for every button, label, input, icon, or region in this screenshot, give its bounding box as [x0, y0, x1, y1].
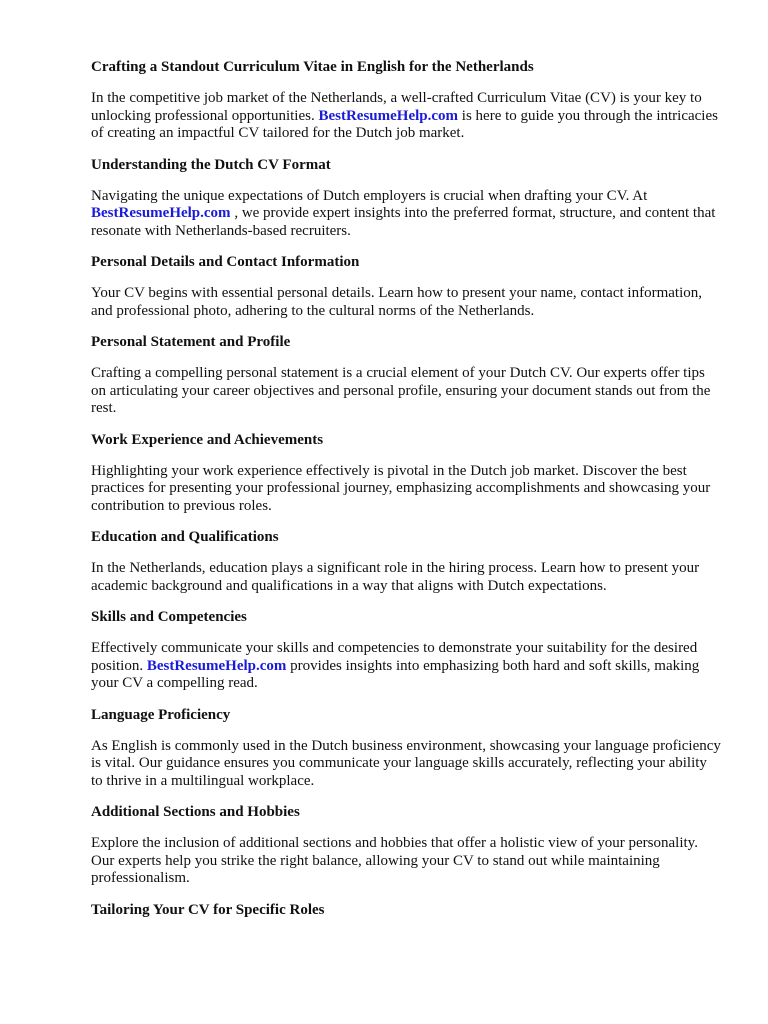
section-paragraph-work-experience: Highlighting your work experience effectively is pivotal in the Dutch job market. Discover the best practices for presenting your professional journey, emphasizing accomplishments and showcasing your contribution to previous roles. [91, 462, 711, 514]
section-paragraph-additional-sections: Explore the inclusion of additional sections and hobbies that offer a holistic view of your personality. Our experts help you strike the right balance, allowing your CV to stand out while maintaining professionalism. [91, 835, 698, 886]
intro-text-before: In the competitive job market of the Netherlands, a well-crafted Curriculum Vitae (CV) is your key to unlocking professional opportunities. [91, 90, 702, 124]
intro-paragraph [91, 90, 721, 143]
section-heading-additional-sections: Additional Sections and Hobbies [91, 804, 300, 820]
section-heading-tailoring-cv: Tailoring Your CV for Specific Roles [91, 901, 325, 918]
section-heading-personal-statement: Personal Statement and Profile [91, 334, 291, 350]
section-text-before: Effectively communicate your skills and competencies to demonstrate your suitability for the desired position. [91, 640, 698, 674]
intro-text-after: is here to guide you through the intricacies of creating an impactful CV tailored for the Dutch job market. [91, 107, 718, 141]
bestresumehelp-link[interactable]: BestResumeHelp.com [146, 657, 287, 674]
section-heading-language-proficiency: Language Proficiency [91, 706, 231, 723]
section-heading-education: Education and Qualifications [91, 529, 279, 545]
section-paragraph-education: In the Netherlands, education plays a significant role in the hiring process. Learn how to present your academic background and qualifications in a way that aligns with Dutch expectations. [91, 560, 700, 594]
section-paragraph-language-proficiency: As English is commonly used in the Dutch business environment, showcasing your language proficiency is vital. Our guidance ensures you communicate your language skills accurately, reflecting your ability to thrive in a multilingual workplace. [91, 737, 721, 789]
section-paragraph-personal-statement: Crafting a compelling personal statement is a crucial element of your Dutch CV. Our experts offer tips on articulating your career objectives and personal profile, ensuring your document stands out from the rest. [91, 365, 711, 416]
section-heading-work-experience: Work Experience and Achievements [91, 431, 324, 448]
section-paragraph-dutch-cv-format [91, 188, 721, 241]
section-text-after: provides insights into emphasizing both hard and soft skills, making your CV a compelling read. [91, 657, 700, 691]
section-heading-skills: Skills and Competencies [91, 609, 247, 625]
bestresumehelp-link[interactable]: BestResumeHelp.com [318, 107, 459, 124]
document-title: Crafting a Standout Curriculum Vitae in English for the Netherlands [91, 59, 534, 75]
section-text-before: Navigating the unique expectations of Dutch employers is crucial when drafting your CV. At [91, 187, 648, 204]
section-paragraph-skills [91, 640, 721, 693]
bestresumehelp-link[interactable]: BestResumeHelp.com [91, 205, 231, 221]
section-heading-personal-details: Personal Details and Contact Information [91, 254, 360, 270]
section-paragraph-personal-details: Your CV begins with essential personal details. Learn how to present your name, contact information, and professional photo, adhering to the cultural norms of the Netherlands. [91, 285, 702, 319]
section-text-after: , we provide expert insights into the preferred format, structure, and content that resonate with Netherlands-based recruiters. [91, 205, 716, 239]
section-heading-dutch-cv-format: Understanding the Dutch CV Format [91, 156, 331, 173]
document-page [91, 58, 721, 919]
